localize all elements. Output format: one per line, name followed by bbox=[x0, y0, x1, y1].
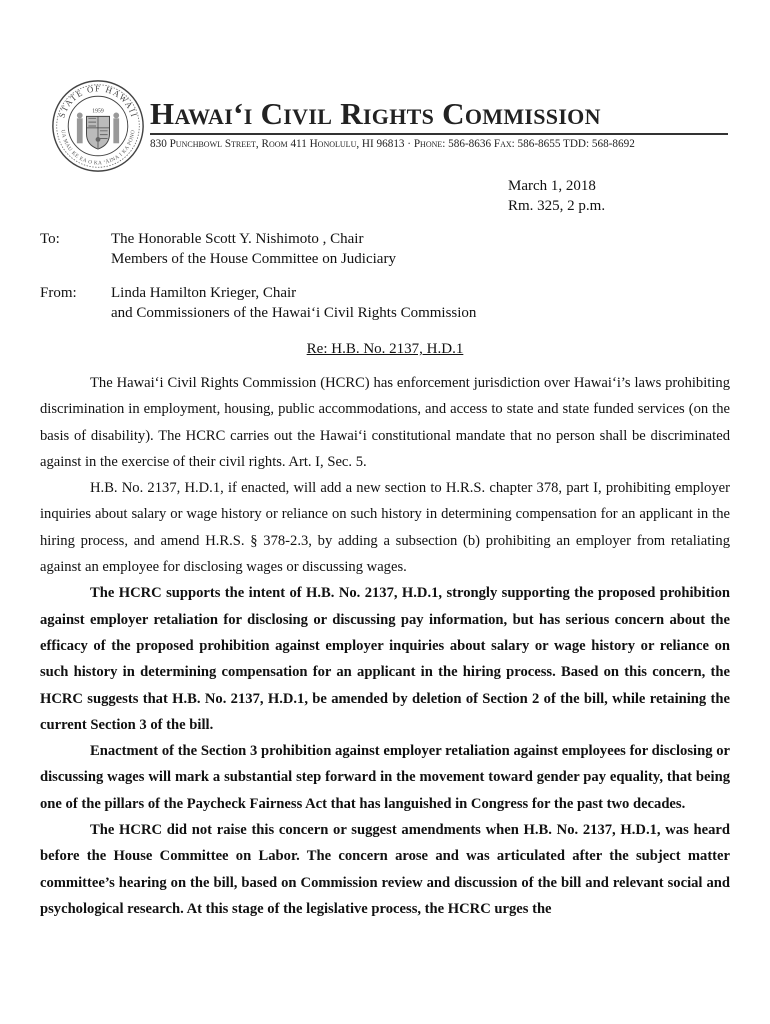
memo-date: March 1, 2018 bbox=[508, 178, 596, 194]
date-block bbox=[508, 176, 605, 216]
body-paragraph: H.B. No. 2137, H.D.1, if enacted, will add a new section to H.R.S. chapter 378, part I, prohibiting employer inquiries about salary or wage history or reliance on such history in determining compensation for an applicant in the hiring process, and amend H.R.S. § 378-2.3, by adding a subsection (b) prohibiting an employer from retaliating against an employee for disclosing wages or discussing wages. bbox=[40, 480, 730, 576]
memo-to bbox=[40, 229, 730, 269]
from-sender: Linda Hamilton Krieger, Chair bbox=[111, 285, 297, 301]
body-paragraph: Enactment of the Section 3 prohibition against employer retaliation against employees for disclosing or discussing wages will mark a substantial step forward in the movement toward gender pay equality, that being one of the pillars of the Paycheck Fairness Act that has languished in Congress for the past two decades. bbox=[40, 743, 730, 812]
agency-address: 830 Punchbowl Street, Room 411 Honolulu, HI 96813 · Phone: 586-8636 Fax: 586-8655 TDD: 568-8692 bbox=[150, 138, 635, 150]
seal-top-text: STATE OF HAWAII bbox=[56, 83, 140, 120]
body-paragraph: The HCRC supports the intent of H.B. No. 2137, H.D.1, strongly supporting the proposed prohibition against employer retaliation for disclosing or discussing pay information, but has serious concern about the efficacy of the proposed prohibition against employer inquiries about salary or wage history or reliance on such history in determining compensation for an applicant in the hiring process. Based on this concern, the HCRC suggests that H.B. No. 2137, H.D.1, be amended by deletion of Section 2 of the bill, while retaining the current Section 3 of the bill. bbox=[40, 585, 730, 733]
re-line: Re: H.B. No. 2137, H.D.1 bbox=[306, 341, 464, 357]
letter-body bbox=[40, 370, 730, 922]
letterhead-divider bbox=[150, 133, 728, 135]
agency-name: Hawaiʻi Civil Rights Commission bbox=[150, 96, 601, 131]
to-label: To: bbox=[40, 231, 60, 247]
body-paragraph: The Hawaiʻi Civil Rights Commission (HCRC) has enforcement jurisdiction over Hawaiʻi’s laws prohibiting discrimination in employment, housing, public accommodations, and access to state and state funded services (on the basis of disability). The HCRC carries out the Hawaiʻi constitutional mandate that no person shall be discriminated against in the exercise of their civil rights. Art. I, Sec. 5. bbox=[40, 375, 730, 470]
body-paragraph: The HCRC did not raise this concern or suggest amendments when H.B. No. 2137, H.D.1, was heard before the House Committee on Labor. The concern arose and was articulated after the subject matter committee’s hearing on the bill, based on Commission review and discussion of the bill and relevant social and psychological research. At this stage of the legislative process, the HCRC urges the bbox=[40, 822, 730, 917]
from-label: From: bbox=[40, 285, 77, 301]
from-sender-line2: and Commissioners of the Hawaiʻi Civil Rights Commission bbox=[111, 305, 477, 321]
seal-year: 1959 bbox=[92, 108, 104, 115]
memo-from bbox=[40, 283, 730, 323]
to-recipient: The Honorable Scott Y. Nishimoto , Chair bbox=[111, 231, 364, 247]
to-recipient-line2: Members of the House Committee on Judiciary bbox=[111, 251, 396, 267]
hearing-room: Rm. 325, 2 p.m. bbox=[508, 198, 606, 214]
seal-bottom-text: UA MAU KE EA O KA ʻĀINA I KA PONO bbox=[59, 129, 137, 167]
state-seal-icon bbox=[50, 78, 146, 174]
